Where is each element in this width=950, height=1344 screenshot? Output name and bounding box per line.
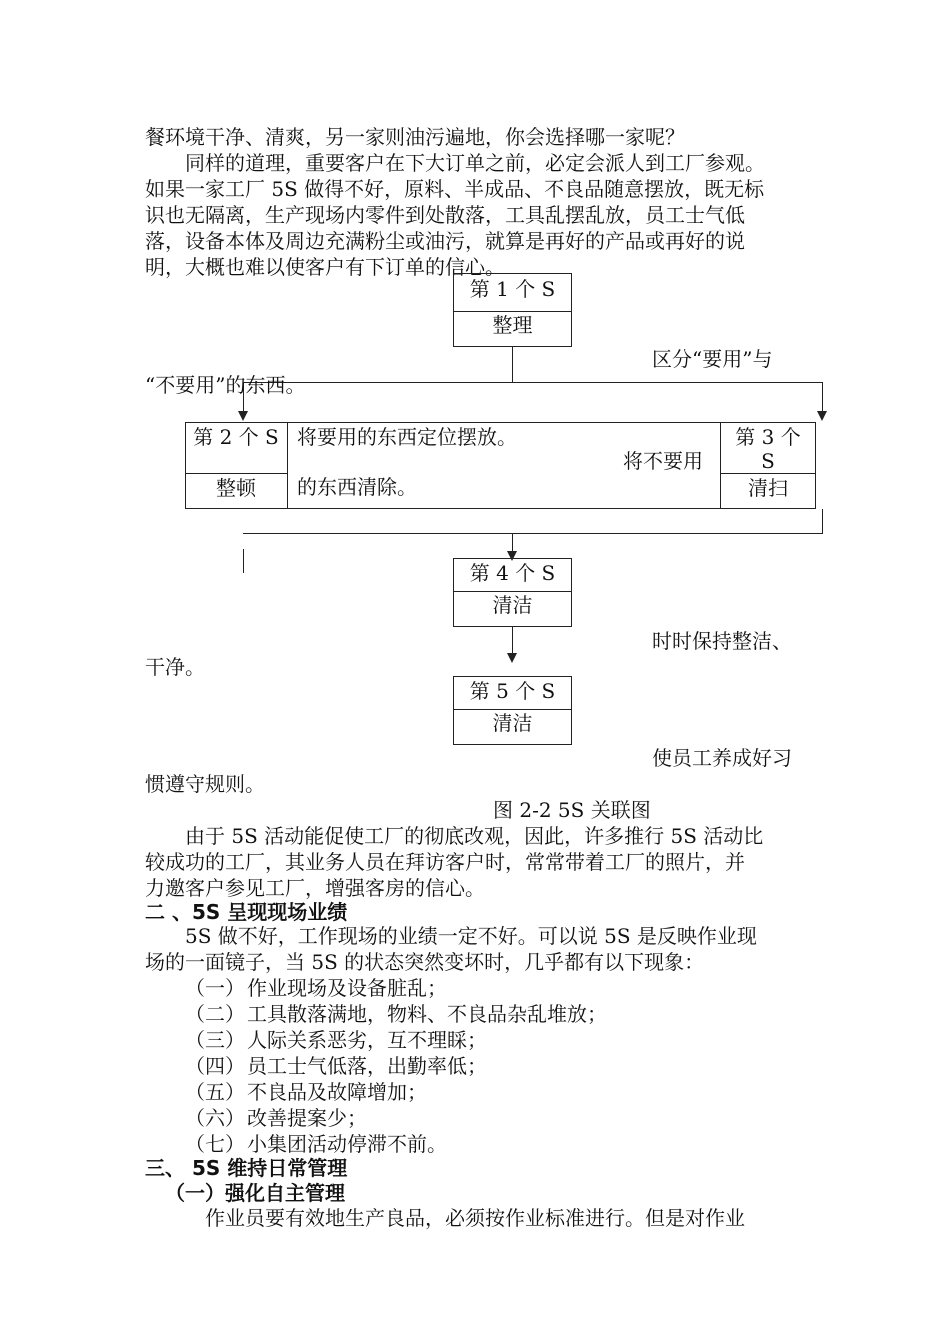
box-label: 第 5 个 S [469, 679, 556, 703]
box-divider [454, 591, 571, 592]
connector-line [512, 347, 513, 383]
list-item-text: 小集团活动停滞不前。 [247, 1132, 447, 1156]
connector-line [822, 509, 823, 534]
divider [287, 422, 288, 509]
list-item-text: 改善提案少； [247, 1106, 367, 1130]
list-item-number: （三） [185, 1028, 245, 1052]
paragraph-line: 5S 做不好，工作现场的业绩一定不好。可以说 5S 是反映作业现 [185, 924, 757, 948]
list-item-text: 作业现场及设备脏乱； [247, 976, 447, 1000]
box-label: 整理 [492, 313, 533, 337]
box-1st-s [453, 273, 572, 347]
list-item-number: （七） [185, 1132, 245, 1156]
note-text: 使员工养成好习 [652, 746, 792, 770]
connector-line [512, 533, 513, 553]
note-text: 区分“要用”与 [652, 347, 773, 371]
box-label: 第 4 个 S [469, 561, 556, 585]
section-heading: 二 、5S 呈现现场业绩 [145, 900, 348, 924]
box-label: 第 1 个 S [469, 277, 556, 301]
note-text: 时时保持整洁、 [652, 629, 792, 653]
box-2nd-s-label: 整顿 [216, 476, 256, 500]
list-item-number: （二） [185, 1002, 245, 1026]
arrow-down-icon [507, 653, 517, 663]
box-2nd-s-label: 第 2 个 S [193, 425, 279, 449]
list-item-text: 不良品及故障增加； [247, 1080, 427, 1104]
paragraph-line: 识也无隔离，生产现场内零件到处散落，工具乱摆乱放，员工士气低 [145, 203, 745, 227]
note-text: 惯遵守规则。 [145, 772, 265, 796]
paragraph-line: 如果一家工厂 5S 做得不好，原料、半成品、不良品随意摆放，既无标 [145, 177, 765, 201]
box-divider [454, 311, 571, 312]
paragraph-line: 场的一面镜子，当 5S 的状态突然变坏时，几乎都有以下现象： [145, 950, 705, 974]
connector-line [822, 382, 823, 412]
list-item [185, 1001, 607, 1027]
list-item-text: 工具散落满地，物料、不良品杂乱堆放； [247, 1002, 607, 1026]
box-5th-s [453, 676, 572, 745]
note-text: 将不要用 [623, 449, 703, 473]
paragraph-line: 餐环境干净、清爽，另一家则油污遍地，你会选择哪一家呢？ [145, 125, 685, 149]
connector-line [512, 627, 513, 655]
box-label: 清洁 [492, 593, 533, 617]
box-3rd-s-label: 第 3 个 [735, 425, 801, 449]
list-item [185, 1053, 487, 1079]
paragraph-line: 较成功的工厂，其业务人员在拜访客户时，常常带着工厂的照片，并 [145, 850, 745, 874]
note-text: 的东西清除。 [297, 475, 417, 499]
section-heading: 三、 5S 维持日常管理 [145, 1156, 348, 1180]
note-text: 干净。 [145, 655, 205, 679]
arrow-down-icon [817, 411, 827, 421]
connector-line [243, 549, 244, 573]
paragraph-line: 明，大概也难以使客户有下订单的信心。 [145, 255, 505, 279]
list-item [185, 1105, 367, 1131]
subsection-heading: （一）强化自主管理 [165, 1181, 345, 1205]
list-item [185, 1131, 447, 1157]
paragraph-line: 力邀客户参见工厂，增强客房的信心。 [145, 876, 485, 900]
box-label: 清洁 [492, 711, 533, 735]
list-item-number: （四） [185, 1054, 245, 1078]
box-3rd-s-label: S [761, 449, 775, 473]
paragraph-line: 由于 5S 活动能促使工厂的彻底改观，因此，许多推行 5S 活动比 [185, 824, 764, 848]
paragraph-line: 作业员要有效地生产良品，必须按作业标准进行。但是对作业 [205, 1206, 745, 1230]
box-divider [454, 709, 571, 710]
list-item [185, 1027, 487, 1053]
list-item-text: 员工士气低落，出勤率低； [247, 1054, 487, 1078]
figure-caption: 图 2-2 5S 关联图 [493, 798, 651, 822]
list-item-number: （五） [185, 1080, 245, 1104]
note-text: 将要用的东西定位摆放。 [297, 425, 517, 449]
connector-line [243, 533, 823, 534]
arrow-down-icon [238, 411, 248, 421]
connector-line [243, 382, 823, 383]
list-item [185, 975, 447, 1001]
box-4th-s [453, 558, 572, 627]
list-item-number: （六） [185, 1106, 245, 1130]
list-item-number: （一） [185, 976, 245, 1000]
list-item [185, 1079, 427, 1105]
note-text: “不要用”的东西。 [145, 373, 306, 397]
paragraph-line: 落，设备本体及周边充满粉尘或油污，就算是再好的产品或再好的说 [145, 229, 745, 253]
paragraph-line: 同样的道理，重要客户在下大订单之前，必定会派人到工厂参观。 [185, 151, 765, 175]
box-3rd-s-label: 清扫 [748, 476, 788, 500]
list-item-text: 人际关系恶劣，互不理睬； [247, 1028, 487, 1052]
divider [185, 473, 287, 474]
